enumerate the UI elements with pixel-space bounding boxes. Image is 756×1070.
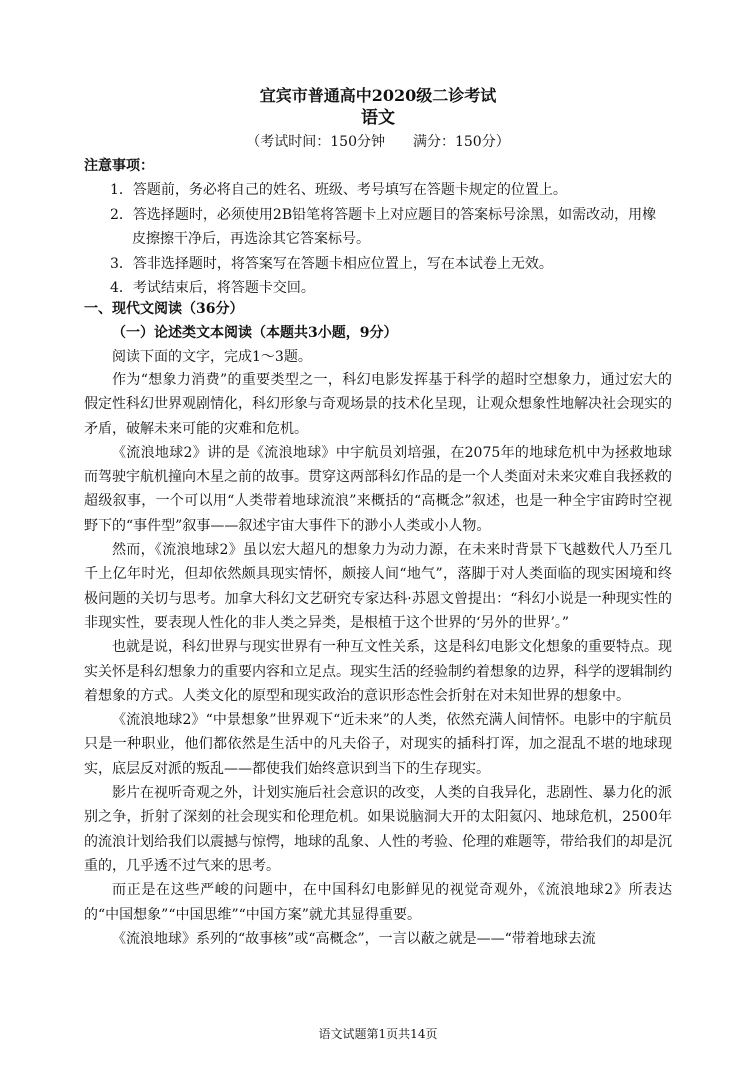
article-paragraph: 《流浪地球》系列的“故事核”或“高概念”，一言以蔽之就是——“带着地球去流 xyxy=(112,930,596,947)
article-paragraph: 《流浪地球2》“中景想象”世界观下“近未来”的人类，依然充满人间情怀。电影中的宇航员只是一种职业，他们都依然是生活中的凡夫俗子，对现实的插科打诨，加之混乱不堪的地球现实，底层反对派的叛乱——都使我们始终意识到当下的生存现实。 xyxy=(84,712,672,777)
article-paragraph: 影片在视听奇观之外，计划实施后社会意识的改变，人类的自我异化，悲剧性、暴力化的派别之争，折射了深刻的社会现实和伦理危机。如果说脑洞大开的太阳氦闪、地球危机，2500年的流浪计划给我们以震撼与惊愕，地球的乱象、人性的考验、伦理的难题等，带给我们的却是沉重的，几乎透不过气来的思考。 xyxy=(84,785,672,874)
reading-article xyxy=(84,368,672,951)
article-paragraph: 作为“想象力消费”的重要类型之一，科幻电影发挥基于科学的超时空想象力，通过宏大的假定性科幻世界观剧情化，科幻形象与奇观场景的技术化呈现，让观众想象性地解决社会现实的矛盾，破解未来可能的灾难和危机。 xyxy=(84,372,672,437)
notice-item-2 xyxy=(110,203,670,252)
notice-list xyxy=(110,178,670,301)
article-paragraph: 而正是在这些严峻的问题中，在中国科幻电影鲜见的视觉奇观外，《流浪地球2》所表达的“中国想象”“中国思维”“中国方案”就尤其显得重要。 xyxy=(84,882,672,923)
subsection-title: （一）论述类文本阅读（本题共3小题，9分） xyxy=(112,325,398,341)
notice-item: 3．答非选择题时，将答案写在答题卡相应位置上，写在本试卷上无效。 xyxy=(110,255,553,272)
subject-title: 语文 xyxy=(361,108,395,128)
reading-instruction: 阅读下面的文字，完成1～3题。 xyxy=(112,349,312,365)
article-paragraph: 然而，《流浪地球2》虽以宏大超凡的想象力为动力源，在未来时背景下飞越数代人乃至几千上亿年时光，但却依然颇具现实情怀，颇接人间“地气”，落脚于对人类面临的现实困境和终极问题的关切与思考。加拿大科幻文艺研究专家达科·苏恩文曾提出：“科幻小说是一种现实性的非现实性，要表现人性化的非人类之异类，是根植于这个世界的‘另外的世界’。” xyxy=(84,542,672,631)
article-paragraph: 《流浪地球2》讲的是《流浪地球》中宇航员刘培强，在2075年的地球危机中为拯救地球而驾驶宇航机撞向木星之前的故事。贯穿这两部科幻作品的是一个人类面对未来灾难自我拯救的超级叙事，一个可以用“人类带着地球流浪”来概括的“高概念”叙述，也是一种全宇宙跨时空视野下的“事件型”叙事——叙述宇宙大事件下的渺小人类或小人物。 xyxy=(84,444,672,534)
notice-item-text: 2．答选择题时，必须使用2B铅笔将答题卡上对应题目的答案标号涂黑，如需改动，用橡皮擦擦干净后，再选涂其它答案标号。 xyxy=(110,206,657,247)
notice-title: 注意事项： xyxy=(84,158,154,174)
exam-title: 宜宾市普通高中2020级二诊考试 xyxy=(259,86,497,105)
notice-item: 4．考试结束后，将答题卡交回。 xyxy=(110,280,315,296)
section-title: 一、现代文阅读（36分） xyxy=(84,301,244,317)
page-footer: 语文试题第1页共14页 xyxy=(318,1027,438,1041)
exam-info: （考试时间：150分钟 满分：150分） xyxy=(246,134,510,150)
article-paragraph: 也就是说，科幻世界与现实世界有一种互文性关系，这是科幻电影文化想象的重要特点。现实关怀是科幻想象力的重要内容和立足点。现实生活的经验制约着想象的边界，科学的逻辑制约着想象的方式。人类文化的原型和现实政治的意识形态性会折射在对未知世界的想象中。 xyxy=(84,639,672,704)
notice-item: 1．答题前，务必将自己的姓名、班级、考号填写在答题卡规定的位置上。 xyxy=(110,182,567,198)
